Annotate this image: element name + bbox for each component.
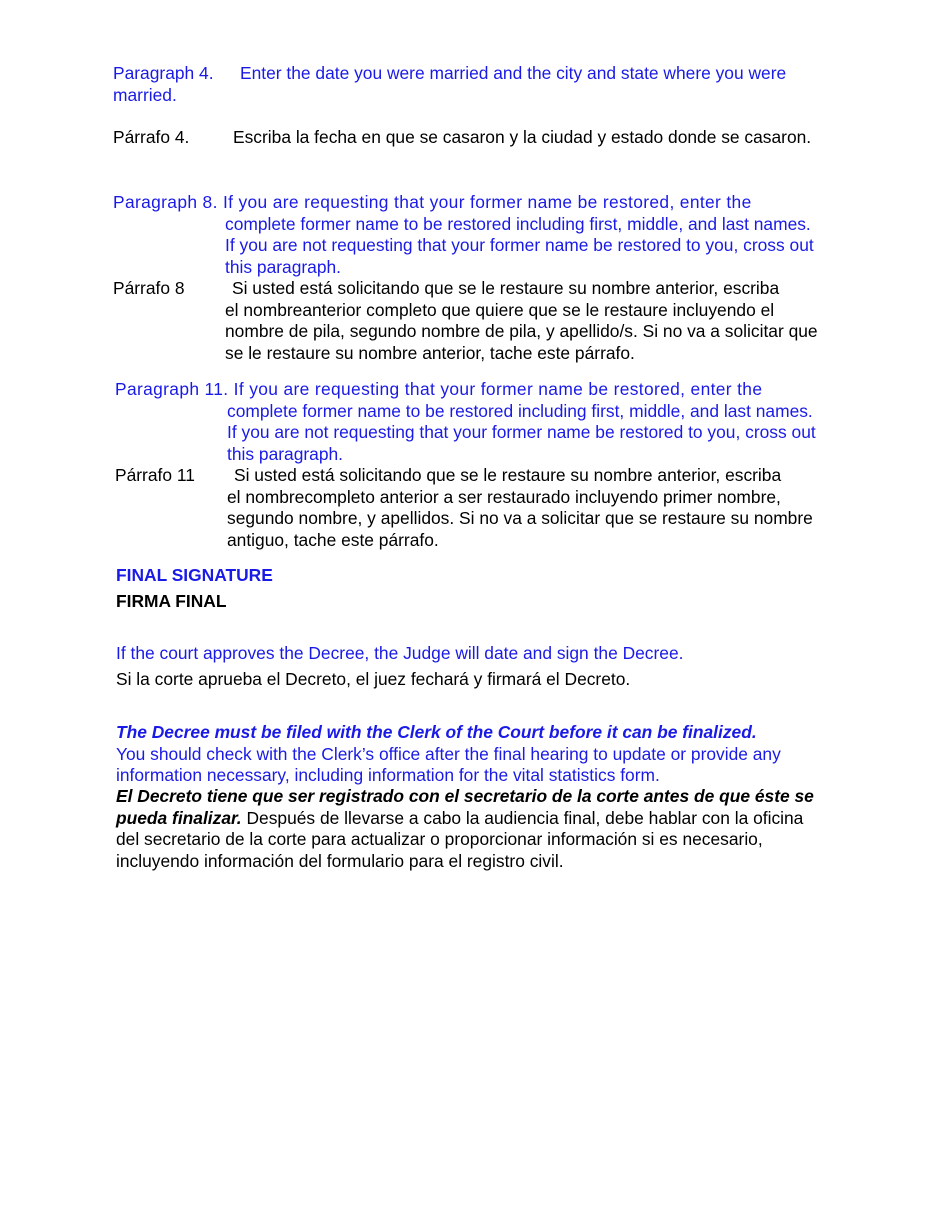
paragraph-8-first-line-es: Si usted está solicitando que se le restaure su nombre anterior, escriba <box>232 278 780 298</box>
paragraph-4-text-es: Escriba la fecha en que se casaron y la ciudad y estado donde se casaron. <box>233 127 812 147</box>
decree-filing-paragraph-es <box>116 786 816 872</box>
paragraph-11-label-es: Párrafo 11 <box>115 465 195 485</box>
paragraph-11-instructions-es <box>115 465 835 551</box>
decree-filing-emphasis-en: The Decree must be filed with the Clerk of the Court before it can be finalized. <box>116 722 757 742</box>
paragraph-8-instructions-es <box>113 278 833 364</box>
final-signature-text-es: Si la corte aprueba el Decreto, el juez fechará y firmará el Decreto. <box>116 669 631 689</box>
decree-filing-paragraph-en <box>116 722 816 787</box>
paragraph-4-instructions-en <box>113 63 813 106</box>
paragraph-11-text-en: complete former name to be restored including first, middle, and last names. If you are not requesting that your former name be restored to you, cross out this paragraph. <box>227 400 816 464</box>
paragraph-8-label-en: Paragraph 8. <box>113 192 218 212</box>
paragraph-11-text-es: el nombrecompleto anterior a ser restaurado incluyendo primer nombre, segundo nombre, y apellidos. Si no va a solicitar que se restaure su nombre antiguo, tache este párrafo. <box>227 486 813 550</box>
paragraph-11-instructions-en <box>115 379 835 465</box>
paragraph-8-text-en: complete former name to be restored including first, middle, and last names. If you are not requesting that your former name be restored to you, cross out this paragraph. <box>225 213 814 277</box>
decree-filing-text-en: You should check with the Clerk’s office after the final hearing to update or provide any information necessary, including information for the vital statistics form. <box>116 743 781 785</box>
paragraph-11-first-line-es: Si usted está solicitando que se le restaure su nombre anterior, escriba <box>234 465 782 485</box>
final-signature-heading-es: FIRMA FINAL <box>116 591 227 611</box>
paragraph-8-text-es: el nombreanterior completo que quiere que se le restaure incluyendo el nombre de pila, segundo nombre de pila, y apellido/s. Si no va a solicitar que se le restaure su nombre anterior, tache este párrafo. <box>225 299 818 363</box>
paragraph-11-label-en: Paragraph 11. <box>115 379 229 399</box>
paragraph-11-first-line-en: If you are requesting that your former name be restored, enter the <box>233 379 763 399</box>
paragraph-4-label-en: Paragraph 4. <box>113 63 214 83</box>
paragraph-4-label-es: Párrafo 4. <box>113 127 190 147</box>
decree-filing-text-es: Después de llevarse a cabo la audiencia final, debe hablar con la oficina del secretario de la corte para actualizar o proporcionar información si es necesario, incluyendo información del formulario para el registro civil. <box>116 807 804 871</box>
paragraph-8-first-line-en: If you are requesting that your former name be restored, enter the <box>222 192 752 212</box>
final-signature-text-en: If the court approves the Decree, the Judge will date and sign the Decree. <box>116 643 684 663</box>
final-signature-heading-en: FINAL SIGNATURE <box>116 565 273 585</box>
paragraph-8-instructions-en <box>113 192 833 278</box>
paragraph-8-label-es: Párrafo 8 <box>113 278 185 298</box>
paragraph-4-instructions-es <box>113 127 813 149</box>
decree-filing-emphasis-es: El Decreto tiene que ser registrado con el secretario de la corte antes de que éste se pueda finalizar. <box>116 786 814 828</box>
paragraph-4-text-en: Enter the date you were married and the city and state where you were married. <box>113 63 787 105</box>
